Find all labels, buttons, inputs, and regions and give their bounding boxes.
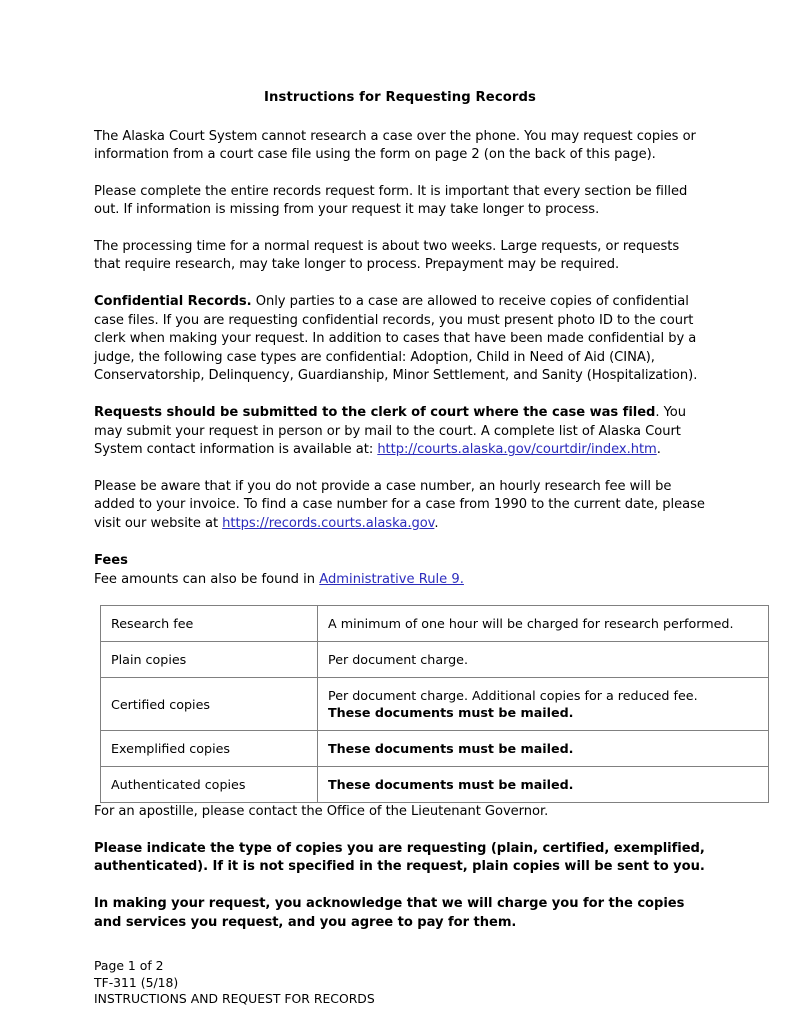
page-title: Instructions for Requesting Records [264,90,536,105]
fees-subtext-prefix: Fee amounts can also be found in [94,571,320,587]
courtdir-link[interactable]: http://courts.alaska.gov/courtdir/index.htm [377,442,657,458]
confidential-records-label: Confidential Records. [94,294,252,310]
confidential-records-text: Only parties to a case are allowed to receive copies of confidential case files. If you are requesting confidential records, you must present photo ID to the court clerk when making your request. In addition to cases that have been made confidential by a judge, the following case types are confidential: Adoption, Child in Need of Aid (CINA), Conservatorship, Delinquency, Guardianship, Minor Settlement, and Sanity (Hospitalization). [94,294,698,384]
paragraph-intro-text: The Alaska Court System cannot research a case over the phone. You may request copies or information from a court case file using the form on page 2 (on the back of this page). [94,128,696,163]
paragraph-submission [94,404,706,460]
case-number-text: Please be aware that if you do not provide a case number, an hourly research fee will be added to your invoice. To find a case number for a case from 1990 to the current date, please visit our website at [94,478,705,531]
document-body [94,90,734,950]
payment-acknowledgement-text: In making your request, you acknowledge that we will charge you for the copies and services you request, and you agree to pay for them. [94,895,685,930]
footer-form-number: TF-311 (5/18) [94,974,179,990]
submission-period: . [656,442,661,458]
administrative-rule-link[interactable]: Administrative Rule 9. [319,571,464,587]
table-row [101,606,769,642]
submission-label: Requests should be submitted to the clerk of court where the case was filed [94,405,656,421]
records-site-link[interactable]: https://records.courts.alaska.gov [222,516,435,531]
paragraph-complete-form-text: Please complete the entire records request form. It is important that every section be filled out. If information is missing from your request it may take longer to process. [94,183,688,218]
paragraph-indicate-copy-type [94,840,706,877]
fee-description-text: Per document charge. Additional copies for a reduced fee. [328,688,698,704]
fee-type-cell: Plain copies [101,642,318,678]
mailing-note: These documents must be mailed. [328,777,574,793]
fee-type-cell: Research fee [101,606,318,642]
fee-description-cell [318,731,769,767]
fee-type-cell: Authenticated copies [101,767,318,803]
fee-type-cell: Exemplified copies [101,731,318,767]
paragraph-case-number [94,478,706,534]
table-row [101,678,769,731]
apostille-text: For an apostille, please contact the Office of the Lieutenant Governor. [94,804,549,820]
submission-text: . You may submit your request in person or by mail to the court. A complete list of Alaska Court System contact information is available at: [94,405,687,458]
footer-page-number: Page 1 of 2 [94,958,164,973]
paragraph-processing-time-text: The processing time for a normal request is about two weeks. Large requests, or requests that require research, may take longer to process. Prepayment may be required. [94,238,680,273]
table-row [101,731,769,767]
fee-type-cell: Certified copies [101,678,318,731]
fees-table [100,605,769,803]
fee-description-text: A minimum of one hour will be charged for research performed. [328,616,734,632]
fee-description-cell [318,642,769,678]
table-row [101,767,769,803]
paragraph-confidential-records [94,293,706,386]
paragraph-apostille [94,803,706,822]
case-number-period: . [434,516,439,531]
fee-description-cell [318,767,769,803]
fees-heading: Fees [94,552,128,568]
table-row [101,642,769,678]
footer-form-title: INSTRUCTIONS AND REQUEST FOR RECORDS [94,991,375,1007]
paragraph-complete-form [94,183,706,220]
fees-subtext [94,571,706,590]
fee-description-cell [318,678,769,731]
paragraph-processing-time [94,238,706,275]
paragraph-payment-acknowledgement [94,895,706,932]
fee-description-text: Per document charge. [328,652,468,668]
paragraph-intro [94,128,706,165]
mailing-note: These documents must be mailed. [328,705,574,721]
page-footer [94,958,375,1008]
mailing-note: These documents must be mailed. [328,741,574,757]
fee-description-cell [318,606,769,642]
indicate-copy-type-text: Please indicate the type of copies you are requesting (plain, certified, exemplified, authenticated). If it is not specified in the request, plain copies will be sent to you. [94,840,705,875]
fees-table-body [101,606,769,803]
